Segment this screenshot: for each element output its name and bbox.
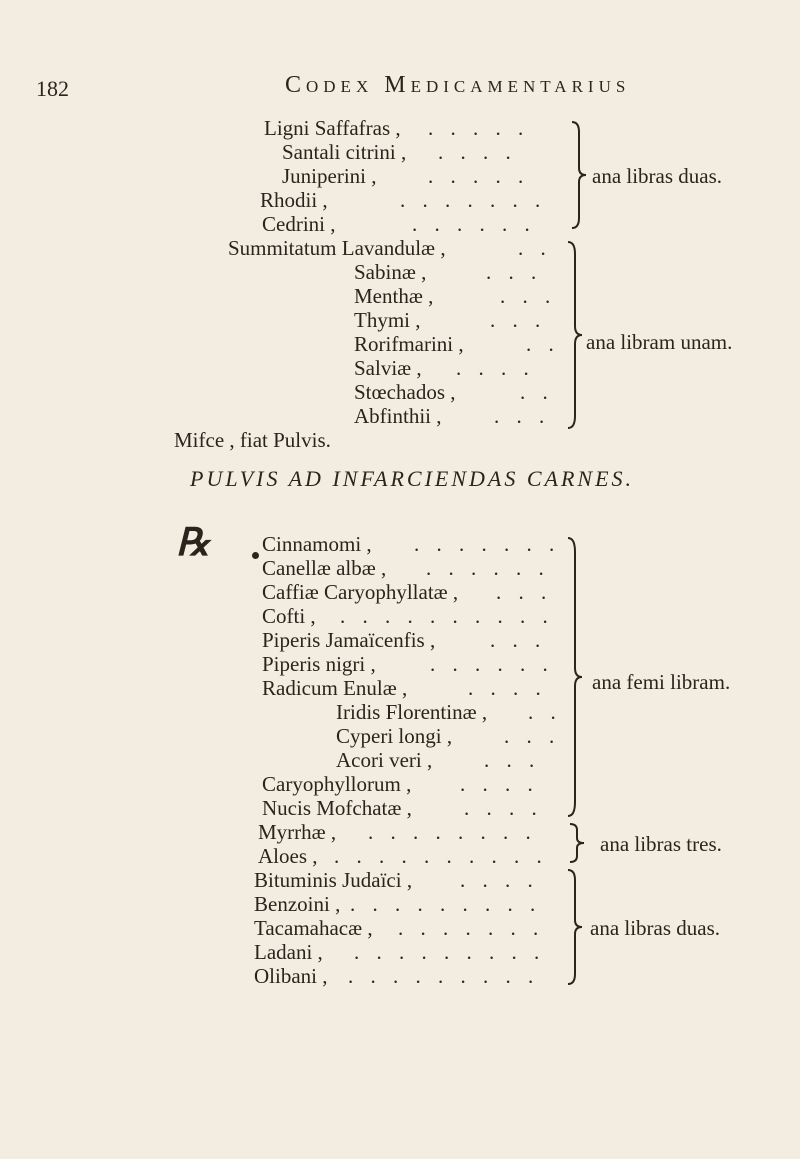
leader-dots: . . . . . . . bbox=[398, 916, 545, 940]
ingredient: Myrrhæ , bbox=[258, 820, 337, 844]
ingredient: Canellæ albæ , bbox=[262, 556, 387, 580]
leader-dots: . . bbox=[526, 332, 560, 356]
section-heading: PULVIS AD INFARCIENDAS CARNES. bbox=[190, 466, 635, 491]
ingredient: Ladani , bbox=[254, 940, 323, 964]
leader-dots: . . . . . bbox=[428, 116, 530, 140]
leader-dots: . . . bbox=[486, 260, 543, 284]
leader-dots: . . . . bbox=[468, 676, 547, 700]
leader-dots: . . . . bbox=[460, 772, 539, 796]
ingredient: Piperis Jamaïcenfis , bbox=[262, 628, 436, 652]
leader-dots: . . . bbox=[490, 308, 547, 332]
quantity-note: ana libras duas. bbox=[592, 164, 723, 188]
recipe-symbol: ℞ bbox=[176, 522, 211, 564]
brace bbox=[566, 868, 584, 986]
quantity-note: ana libras duas. bbox=[590, 916, 721, 940]
ingredient: Cedrini , bbox=[262, 212, 336, 236]
ingredient: Sabinæ , bbox=[354, 260, 427, 284]
page-number: 182 bbox=[36, 76, 69, 101]
leader-dots: . . . . bbox=[438, 140, 517, 164]
ingredient: Juniperini , bbox=[282, 164, 377, 188]
running-title: Codex Medicamentarius bbox=[285, 72, 631, 98]
brace bbox=[570, 120, 588, 230]
leader-dots: . . . bbox=[504, 724, 561, 748]
ingredient: Stœchados , bbox=[354, 380, 456, 404]
leader-dots: . . bbox=[520, 380, 554, 404]
leader-dots: . . . bbox=[500, 284, 557, 308]
leader-dots: . . . . . . bbox=[430, 652, 554, 676]
leader-dots: . . . bbox=[494, 404, 551, 428]
leader-dots: . . . . . . . . . bbox=[350, 892, 542, 916]
ingredient: Cofti , bbox=[262, 604, 316, 628]
ingredient: Benzoini , bbox=[254, 892, 341, 916]
leader-dots: . . . . . . . . bbox=[368, 820, 537, 844]
leader-dots: . . . . bbox=[464, 796, 543, 820]
leader-dots: . . bbox=[518, 236, 552, 260]
leader-dots: . . . . bbox=[460, 868, 539, 892]
leader-dots: . . . bbox=[496, 580, 553, 604]
ingredient: Piperis nigri , bbox=[262, 652, 376, 676]
leader-dots: . . . . . . . bbox=[400, 188, 547, 212]
ingredient: Summitatum Lavandulæ , bbox=[228, 236, 446, 260]
quantity-note: ana libram unam. bbox=[586, 330, 733, 354]
brace bbox=[566, 536, 584, 818]
ingredient: Aloes , bbox=[258, 844, 318, 868]
ingredient: Bituminis Judaïci , bbox=[254, 868, 413, 892]
ingredient: Thymi , bbox=[354, 308, 421, 332]
ingredient: Tacamahacæ , bbox=[254, 916, 373, 940]
leader-dots: . . . . bbox=[456, 356, 535, 380]
bullet-dot bbox=[252, 552, 259, 559]
quantity-note: ana libras tres. bbox=[600, 832, 722, 856]
ingredient: Acori veri , bbox=[336, 748, 433, 772]
brace bbox=[568, 822, 586, 864]
leader-dots: . . . bbox=[484, 748, 541, 772]
leader-dots: . . . . . . bbox=[412, 212, 536, 236]
ingredient: Rhodii , bbox=[260, 188, 328, 212]
quantity-note: ana femi libram. bbox=[592, 670, 731, 694]
leader-dots: . . . . . . bbox=[426, 556, 550, 580]
ingredient: Cyperi longi , bbox=[336, 724, 453, 748]
ingredient: Santali citrini , bbox=[282, 140, 407, 164]
ingredient: Rorifmarini , bbox=[354, 332, 464, 356]
ingredient: Ligni Saffafras , bbox=[264, 116, 401, 140]
ingredient: Nucis Mofchatæ , bbox=[262, 796, 412, 820]
ingredient: Abfinthii , bbox=[354, 404, 442, 428]
ingredient: Menthæ , bbox=[354, 284, 434, 308]
leader-dots: . . . . . . . bbox=[414, 532, 561, 556]
leader-dots: . . . . . bbox=[428, 164, 530, 188]
leader-dots: . . . . . . . . . . bbox=[340, 604, 554, 628]
ingredient: Olibani , bbox=[254, 964, 328, 988]
leader-dots: . . . . . . . . . . bbox=[334, 844, 548, 868]
ingredient: Caffiæ Caryophyllatæ , bbox=[262, 580, 459, 604]
leader-dots: . . bbox=[528, 700, 562, 724]
ingredient: Caryophyllorum , bbox=[262, 772, 412, 796]
ingredient: Cinnamomi , bbox=[262, 532, 372, 556]
closing-instruction: Mifce , fiat Pulvis. bbox=[174, 428, 331, 452]
leader-dots: . . . bbox=[490, 628, 547, 652]
ingredient: Iridis Florentinæ , bbox=[336, 700, 488, 724]
ingredient: Salviæ , bbox=[354, 356, 422, 380]
leader-dots: . . . . . . . . . bbox=[348, 964, 540, 988]
leader-dots: . . . . . . . . . bbox=[354, 940, 546, 964]
ingredient: Radicum Enulæ , bbox=[262, 676, 408, 700]
brace bbox=[566, 240, 584, 430]
